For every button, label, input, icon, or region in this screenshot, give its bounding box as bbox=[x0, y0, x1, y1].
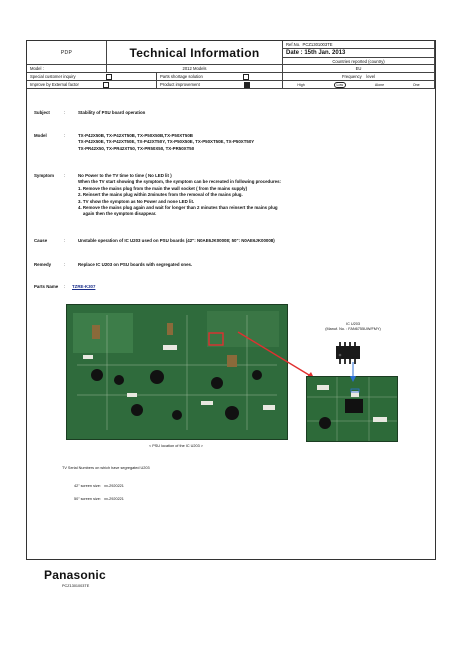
ref-label: Ref.No. bbox=[286, 42, 301, 47]
header-table bbox=[27, 41, 435, 91]
frequency-cell bbox=[283, 73, 435, 81]
symptom-line: 1. Remove the mains plug from the main the wall socket ( from the mains supply) bbox=[78, 185, 248, 191]
subject-colon: : bbox=[64, 110, 66, 115]
symptom-line: When the TV start showing the symptom, the symptom can be recreated in following procedures: bbox=[78, 179, 281, 185]
serial-value: xx-2920221 bbox=[104, 484, 124, 488]
symptom-colon: : bbox=[64, 173, 66, 178]
model-colon: : bbox=[64, 133, 66, 138]
frequency-levels bbox=[283, 81, 435, 89]
parts-shortage-checkbox bbox=[243, 74, 249, 80]
model-label: Model : bbox=[27, 65, 107, 73]
ic-closeup-photo bbox=[306, 376, 398, 442]
serial-value: xx-2920221 bbox=[104, 497, 124, 501]
level-one: One bbox=[412, 82, 420, 87]
serial-label: 42" screen size: bbox=[74, 484, 101, 488]
countries-label: Countries reported (country) bbox=[283, 58, 435, 65]
doc-title: Technical Information bbox=[107, 41, 283, 65]
ref-value: PCZ1301003TE bbox=[302, 42, 333, 47]
chip-arrow bbox=[348, 362, 358, 382]
model-line: TX-P42X50E, TX-P42XT50E, TX-P42XT50Y, TX-P50X50E, TX-P50XT50E, TX-P50XT50Y bbox=[78, 139, 255, 145]
improve-external-label: Improve by External factor bbox=[30, 82, 79, 87]
symptom-line: 3. TV show the symptom as No Power and none LED lit. bbox=[78, 198, 195, 204]
special-checkbox bbox=[106, 74, 112, 80]
parts-colon: : bbox=[64, 284, 66, 289]
remedy-value: Replace IC U203 on PSU boards with segregated ones. bbox=[78, 262, 193, 267]
remedy-key: Remedy bbox=[34, 262, 52, 267]
model-list bbox=[78, 133, 408, 152]
symptom-line: 2. Reinsert the mains plug within 2minutes from the removal of the mains plug. bbox=[78, 192, 243, 198]
ref-cell bbox=[283, 41, 435, 49]
parts-shortage-label: Parts shortage solution bbox=[160, 74, 203, 79]
product-cell: PDP bbox=[27, 41, 107, 65]
footer-ref: PCZ1301003TE bbox=[62, 584, 90, 588]
frequency-label: Frequency bbox=[341, 74, 362, 79]
remedy-colon: : bbox=[64, 262, 66, 267]
cause-value: Unstable operation of IC U203 used on PSU boards (42": N0AE6JK00008; 50": N0AE6JK00008) bbox=[78, 238, 275, 243]
symptom-key: Symptom bbox=[34, 173, 55, 178]
subject-value: Stability of PSU board operation bbox=[78, 110, 146, 115]
level-label: level bbox=[366, 74, 376, 79]
product-improvement-checkbox bbox=[244, 82, 250, 88]
symptom-line: No Power to the TV time to time ( No LED lit ) bbox=[78, 173, 172, 178]
cause-key: Cause bbox=[34, 238, 48, 243]
serial-label: 50" screen size: bbox=[74, 497, 101, 501]
level-alone: Alone bbox=[374, 82, 385, 87]
date-cell: Date : 15th Jan. 2013 bbox=[283, 49, 435, 58]
ic-title: IC U203 bbox=[346, 322, 360, 326]
product-improvement-label: Product improvement bbox=[160, 82, 200, 87]
symptom-list bbox=[78, 173, 408, 218]
parts-value: TZRE-K307 bbox=[72, 284, 96, 289]
serial-row bbox=[74, 484, 124, 488]
photo-caption: < PSU location of the IC U203 > bbox=[148, 444, 204, 448]
document-frame bbox=[26, 40, 436, 560]
cause-colon: : bbox=[64, 238, 66, 243]
parts-key: Parts Name bbox=[34, 284, 59, 289]
subject-key: Subject bbox=[34, 110, 50, 115]
ic-label-block bbox=[308, 322, 398, 332]
special-inquiry-cell bbox=[27, 73, 157, 81]
ic-closeup-drawing bbox=[307, 377, 397, 441]
level-high: High bbox=[297, 82, 305, 87]
serial-title: TV Serial Numbers on which have segregated U203 bbox=[62, 466, 150, 470]
product-improvement-cell bbox=[157, 81, 283, 89]
model-line: TX-PR42X50, TX-PR42XT50, TX-PR50X50, TX-PR50XT50 bbox=[78, 145, 195, 151]
symptom-line: 4. Remove the mains plug again and wait for longer than 2 minutes than reinsert the mains plug bbox=[78, 205, 278, 211]
special-label: Special customer inquiry bbox=[30, 74, 76, 79]
panasonic-logo: Panasonic bbox=[44, 568, 106, 582]
country-value: EU bbox=[283, 65, 435, 73]
level-low: Low bbox=[334, 82, 347, 88]
improve-external-cell bbox=[27, 81, 157, 89]
ic-part-number: (Manuf. No. : FAN6755UW/FMY) bbox=[325, 327, 381, 331]
improve-external-checkbox bbox=[103, 82, 109, 88]
model-line: TX-P42X50B, TX-P42XT50B, TX-P50X50B,TX-P50XT50B bbox=[78, 133, 193, 138]
symptom-line: again then the symptom disappear. bbox=[78, 211, 157, 217]
model-key: Model bbox=[34, 133, 47, 138]
serial-row bbox=[74, 497, 124, 501]
parts-shortage-cell bbox=[157, 73, 283, 81]
model-value: 2012 Models bbox=[107, 65, 283, 73]
